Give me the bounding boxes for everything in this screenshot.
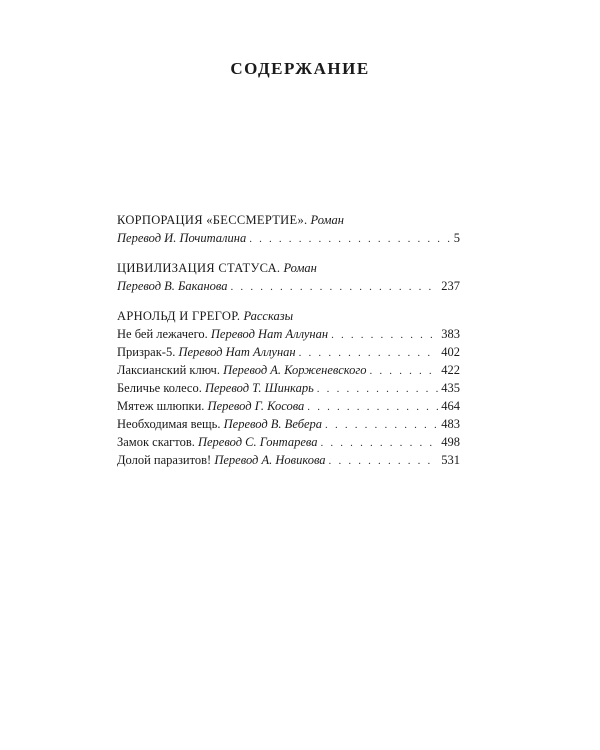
dot-leader (331, 326, 438, 344)
dot-leader (325, 416, 438, 434)
dot-leader (329, 452, 439, 470)
entry-title: Замок скагтов. (117, 435, 195, 449)
entry-translator: Перевод А. Новикова (214, 453, 326, 467)
entry-translator: Перевод Т. Шинкарь (204, 381, 314, 395)
page-number: 531 (441, 453, 460, 467)
entry-label (117, 325, 328, 343)
entry-label (117, 451, 326, 469)
page-number: 5 (453, 231, 460, 245)
toc-entry[interactable] (117, 433, 460, 451)
toc-entry[interactable] (117, 277, 460, 295)
page-number: 402 (441, 345, 460, 359)
entry-title: Долой паразитов! (117, 453, 212, 467)
entry-label (117, 433, 317, 451)
table-of-contents (117, 211, 460, 481)
page-number: 483 (441, 417, 460, 431)
toc-entry[interactable] (117, 415, 460, 433)
section-heading (117, 307, 460, 325)
entry-label (117, 379, 314, 397)
page-number: 383 (441, 327, 460, 341)
section-heading (117, 211, 460, 229)
entry-translator: Перевод Нат Аллунан (178, 345, 296, 359)
dot-leader (231, 278, 439, 296)
entry-title: Необходимая вещь. (117, 417, 221, 431)
entry-title: Не бей лежачего. (117, 327, 208, 341)
dot-leader (370, 362, 439, 380)
dot-leader (320, 434, 438, 452)
section-genre: Роман (283, 261, 317, 275)
entry-translator: Перевод Г. Косова (207, 399, 305, 413)
page-number: 464 (441, 399, 460, 413)
entry-translator: Перевод В. Баканова (117, 279, 228, 293)
toc-section-immortality-corp (117, 211, 460, 247)
page-number: 422 (441, 363, 460, 377)
toc-section-arnold-and-gregor (117, 307, 460, 469)
section-genre: Роман (310, 213, 344, 227)
entry-translator: Перевод И. Почиталина (117, 231, 247, 245)
page-number: 498 (441, 435, 460, 449)
section-genre: Рассказы (243, 309, 294, 323)
entry-label (117, 361, 367, 379)
entry-title: Мятеж шлюпки. (117, 399, 205, 413)
entry-label (117, 343, 296, 361)
section-heading (117, 259, 460, 277)
entry-title: Беличье колесо. (117, 381, 202, 395)
toc-entry[interactable] (117, 229, 460, 247)
entry-label (117, 397, 304, 415)
toc-entry[interactable] (117, 397, 460, 415)
entry-label (117, 277, 228, 295)
dot-leader (299, 344, 439, 362)
dot-leader (317, 380, 438, 398)
entry-title: Призрак-5. (117, 345, 176, 359)
section-title: КОРПОРАЦИЯ «БЕССМЕРТИЕ». (117, 213, 308, 227)
toc-entry[interactable] (117, 325, 460, 343)
entry-translator: Перевод В. Вебера (223, 417, 323, 431)
section-title: ЦИВИЛИЗАЦИЯ СТАТУСА. (117, 261, 281, 275)
entry-translator: Перевод Нат Аллунан (210, 327, 329, 341)
entry-title: Лаксианский ключ. (117, 363, 220, 377)
toc-entry[interactable] (117, 379, 460, 397)
toc-entry[interactable] (117, 361, 460, 379)
toc-entry[interactable] (117, 343, 460, 361)
page-number: 237 (441, 279, 460, 293)
page-title: СОДЕРЖАНИЕ (230, 59, 370, 78)
dot-leader (249, 230, 451, 248)
toc-section-status-civilization (117, 259, 460, 295)
section-title: АРНОЛЬД И ГРЕГОР. (117, 309, 241, 323)
toc-entry[interactable] (117, 451, 460, 469)
entry-label (117, 229, 246, 247)
dot-leader (307, 398, 438, 416)
entry-label (117, 415, 322, 433)
page-number: 435 (441, 381, 460, 395)
entry-translator: Перевод С. Гонтарева (197, 435, 318, 449)
entry-translator: Перевод А. Корженевского (223, 363, 367, 377)
